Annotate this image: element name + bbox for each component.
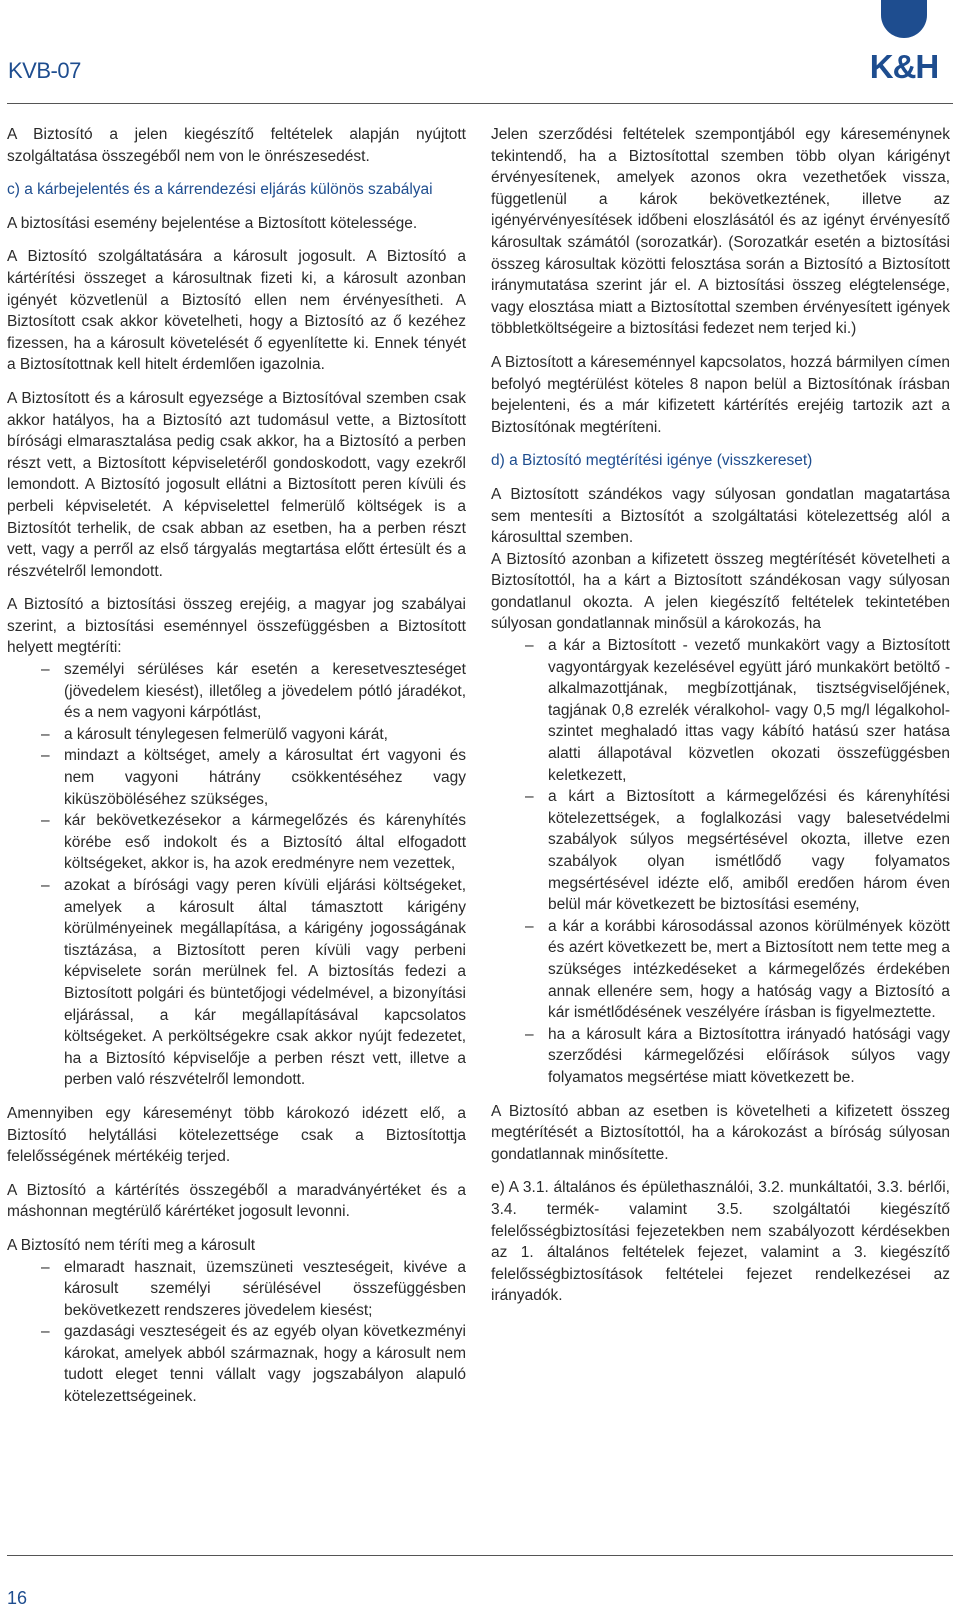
doc-code: KVB-07 bbox=[8, 58, 81, 83]
paragraph: A Biztosító szolgáltatására a károsult jogosult. A Biztosító a kártérítési összeget a károsultnak fizeti ki, a károsult azonban igényét közvetlenül a Biztosító ellen nem érvényesítheti. A Biztosított csak akkor követelheti, hogy a Biztosító az ő kezéhez fizessen, ha a károsult követelését ő egyenlítette ki. Ennek tényét a Biztosítottnak kell hitelt érdemlően igazolnia. bbox=[7, 248, 466, 374]
bottom-rule bbox=[7, 1555, 953, 1556]
dash-list bbox=[7, 659, 466, 1091]
dash-bullet: – bbox=[525, 637, 534, 655]
section-heading-c: c) a kárbejelentés és a kárrendezési eljárás különös szabályai bbox=[7, 181, 433, 199]
section-heading-d: d) a Biztosító megtérítési igénye (visszkereset) bbox=[491, 452, 813, 470]
logo-circle bbox=[881, 0, 927, 38]
dash-bullet: – bbox=[41, 1323, 50, 1341]
list-item: – kár bekövetkezésekor a kármegelőzés és kárenyhítés körébe eső indokolt és a Biztosító által elfogadott költségeket, akkor is, ha azok eredményre nem vezettek, bbox=[41, 812, 466, 873]
list-item: – személyi sérüléses kár esetén a keresetveszteséget (jövedelem kiesést), illetőleg a jövedelem pótló járadékot, és a nem vagyoni kárpótlást, bbox=[41, 661, 466, 722]
dash-list bbox=[7, 1257, 466, 1408]
paragraph: A Biztosító abban az esetben is követelheti a kifizetett összeg megtérítését a Biztosítottól, ha a károkozást a bíróság súlyosan gondatlannak minősítette. bbox=[491, 1102, 950, 1163]
list-item: – a kár a korábbi károsodással azonos körülmények között és azért következett be, mert a Biztosított nem tette meg a szükséges intézkedéseket a kármegelőzés érdekében annak ellenére sem, hogy a hatóság vagy a Biztosító a kár ismétlődésének veszélyére írásban is figyelmeztette. bbox=[525, 917, 950, 1022]
paragraph: A Biztosító a kártérítés összegéből a maradványértéket és a máshonnan megtérülő kárértéket jogosult levonni. bbox=[7, 1181, 466, 1221]
paragraph: A Biztosított a káreseménnyel kapcsolatos, hozzá bármilyen címen befolyó megtérülést köteles 8 napon belül a Biztosítónak írásban bejelenteni, és a már kifizetett kártérítés erejéig tartozik azt a Biztosítónak megtéríteni. bbox=[491, 353, 950, 436]
list-item: – a károsult ténylegesen felmerülő vagyoni kárát, bbox=[7, 724, 466, 746]
dash-bullet: – bbox=[41, 1258, 50, 1276]
dash-bullet: – bbox=[525, 788, 534, 806]
left-column bbox=[7, 124, 466, 1420]
list-item: – elmaradt hasznait, üzemszüneti veszteségeit, kivéve a károsult személyi sérülésével összefüggésben bekövetkezett rendszeres jövedelem kiesést; bbox=[41, 1258, 466, 1319]
logo-text: K&H bbox=[869, 48, 939, 85]
dash-bullet: – bbox=[41, 812, 50, 830]
dash-bullet: – bbox=[41, 725, 50, 743]
paragraph: A Biztosított és a károsult egyezsége a Biztosítóval szemben csak akkor hatályos, ha a Biztosító azt tudomásul vette, a Biztosított bírósági elmarasztalása pedig csak akkor, ha a Biztosító a perben részt vett, a Biztosított képviseletéről gondoskodott, vagy ezekről lemondott. A Biztosító jogosult ellátni a Biztosított peren kívüli és perbeli képviseletét. A képviselettel felmerülő költségek is a Biztosítót terhelik, de csak abban az esetben, ha a perben részt vett, vagy a perről az első tárgyalás megtartása előtt értesült és a részvételről lemondott. bbox=[7, 389, 466, 580]
paragraph: A Biztosító nem téríti meg a károsult bbox=[7, 1236, 256, 1254]
paragraph: A biztosítási esemény bejelentése a Biztosított kötelessége. bbox=[7, 214, 418, 232]
paragraph: e) A 3.1. általános és épülethasználói, 3.2. munkáltatói, 3.3. bérlői, 3.4. termék- valamint 3.5. szolgáltatói kiegészítő felelősségbiztosítási fejezetekben nem szabályozott kérdésekben az 1. általános feltételek fejezet, valamint a 3. kiegészítő felelősségbiztosítások feltételei fejezet rendelkezései az irányadók. bbox=[491, 1179, 950, 1305]
paragraph: Amennyiben egy káreseményt több károkozó idézett elő, a Biztosító helytállási kötelezettsége csak a Biztosítottja felelősségének mértékéig terjed. bbox=[7, 1104, 466, 1166]
paragraph: Jelen szerződési feltételek szempontjából egy káreseménynek tekintendő, ha a Biztosítottal szemben több olyan kárigényt érvényesítenek, amelyek azonos okra vezethetőek vissza, függetlenül a károk bekövetkeztének, illetve az igényérvényesítések időbeni eloszlásától és az igényt érvényesítő károsultak számától (sorozatkár). (Sorozatkár esetén a biztosítási összeg károsultak közötti felosztása során a Biztosító a Biztosított iránymutatása szerint jár el. A biztosítási összeg elégtelensége, vagy elosztása miatt a Biztosítottal szemben érvényesített igények többletköltségeire a biztosítási fedezet nem terjed ki.) bbox=[491, 126, 950, 338]
dash-bullet: – bbox=[41, 661, 50, 679]
dash-list bbox=[491, 635, 950, 1088]
paragraph: A Biztosító azonban a kifizetett összeg megtérítését követelheti a Biztosítottól, ha a kárt a Biztosított szándékosan vagy súlyosan gondatlanul okozta. A jelen kiegészítő feltételek tekintetében súlyosan gondatlannak minősül a károkozás, ha bbox=[491, 550, 950, 633]
page-number: 16 bbox=[7, 1588, 28, 1608]
paragraph: A Biztosított szándékos vagy súlyosan gondatlan magatartása sem mentesíti a Biztosítót a szolgáltatási kötelezettség alól a károsulttal szemben. bbox=[491, 485, 950, 547]
right-column bbox=[491, 124, 950, 1319]
list-item: – a kárt a Biztosított a kármegelőzési és kárenyhítési kötelezettségek, a foglalkozási vagy balesetvédelmi szabályok súlyos megsértésével okozta, illetve ezen szabályok olyan ismétlődő vagy folyamatos megsértésével idézte elő, amiből eredően három éven belül már következett be biztosítási esemény, bbox=[525, 788, 950, 914]
dash-bullet: – bbox=[41, 747, 50, 765]
dash-bullet: – bbox=[525, 1025, 534, 1043]
kh-logo bbox=[852, 0, 956, 86]
list-item: – azokat a bírósági vagy peren kívüli eljárási költségeket, amelyek a károsult által támasztott kárigény körülményeinek megállapítása, a kárigény jogosságának tisztázása, a Biztosított peren kívüli vagy perbeni képviselete során merülnek fel. A biztosítás fedezi a Biztosított polgári és büntetőjogi védelmével, a bizonyítási eljárással, a kár megállapításával kapcsolatos költségeket. A perköltségekre csak akkor nyújt fedezetet, ha a Biztosító képviselője a perben részt vett, illetve a perben való részvételről lemondott. bbox=[41, 877, 466, 1089]
top-rule bbox=[7, 103, 953, 104]
list-item: – mindazt a költséget, amely a károsultat ért vagyoni és nem vagyoni hátrány csökkentéséhez vagy kiküszöböléséhez szükséges, bbox=[41, 747, 466, 808]
paragraph: A Biztosító a biztosítási összeg erejéig, a magyar jog szabályai szerint, a biztosítási eseménnyel összefüggésben a Biztosított helyett megtéríti: bbox=[7, 596, 466, 657]
dash-bullet: – bbox=[525, 917, 534, 935]
list-item: – gazdasági veszteségeit és az egyéb olyan következményi károkat, amelyek abból származnak, hogy a károsult nem tudott eleget tenni vállalt vagy jogszabályon alapuló kötelezettségeinek. bbox=[41, 1323, 466, 1406]
list-item: – ha a károsult kára a Biztosítottra irányadó hatósági vagy szerződési kármegelőzési előírások súlyos vagy folyamatos megsértése miatt következett be. bbox=[525, 1025, 950, 1086]
list-item: – a kár a Biztosított - vezető munkakört vagy a Biztosított vagyontárgyak kezelésével együtt járó munkakört betöltő - alkalmazottjának, megbízottjának, tisztségviselőjének, tagjának 0,8 ezrelék véralkohol- vagy 0,5 mg/l légalkohol-szintet meghaladó ittas vagy kábító hatású szer hatása alatti állapotával közvetlen okozati összefüggésben keletkezett, bbox=[525, 637, 950, 784]
paragraph: A Biztosító a jelen kiegészítő feltételek alapján nyújtott szolgáltatása összegéből nem von le önrészesedést. bbox=[7, 126, 466, 165]
dash-bullet: – bbox=[41, 877, 50, 894]
